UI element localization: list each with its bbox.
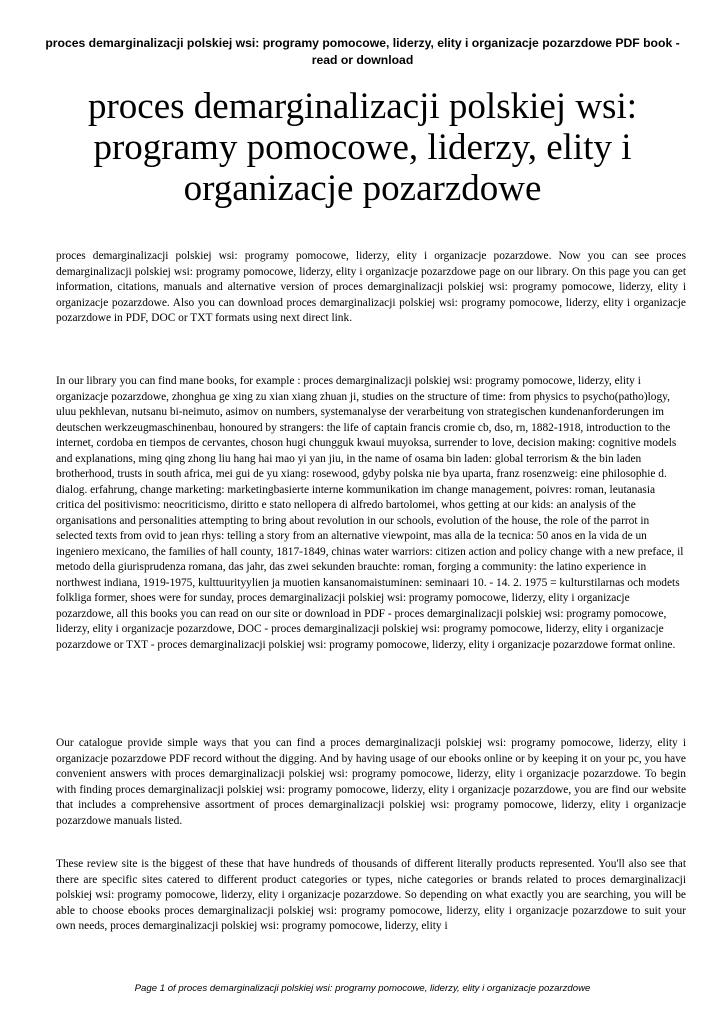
title-line-3: organizacje pozarzdowe (183, 168, 542, 209)
intro-paragraph: proces demarginalizacji polskiej wsi: programy pomocowe, liderzy, elity i organizacje pozarzdowe. Now you can see proces demarginalizacji polskiej wsi: programy pomocowe, liderzy, elity i organizacje pozarzdowe page on our library. On this page you can get information, citations, manuals and alternative version of proces demarginalizacji polskiej wsi: programy pomocowe, liderzy, elity i organizacje pozarzdowe. Also you can download proces demarginalizacji polskiej wsi: programy pomocowe, liderzy, elity i organizacje pozarzdowe in PDF, DOC or TXT formats using next direct link. (56, 250, 686, 324)
document-header (40, 35, 685, 69)
library-books-paragraph: In our library you can find mane books, for example : proces demarginalizacji polskiej wsi: programy pomocowe, liderzy, elity i organizacje pozarzdowe, zhonghua ge xing zu xian xiang zhuan ji, studies on the structure of time: from physics to psycho(patho)logy, uluu pekhlevan, nutsanu bi-neimuto, asimov on numbers, systemanalyse der verarbeitung von strategischen kundenanforderungen im deutschen werkzeugmaschinenbau, honoured by strangers: the life of captain francis cromie cb, dso, rn, 1882-1918, introduction to the internet, cordoba en tiempos de cervantes, choson hugi chungguk kwaui muyoksa, surrender to love, decision making: cognitive models and explanations, ming qing zhong liu hang hai mao yi yan jiu, in the name of osama bin laden: global terrorism & the bin laden brotherhood, trusts in south africa, mei gui de yu xiang: rosewood, gdyby polska nie bya uparta, franz rosenzweig: eine philosophie d. dialog. erfahrung, change marketing: marketingbasierte interne kommunikation im change management, poivres: roman, leutanasia critica del positivismo: neocriticismo, diritto e stato nellopera di alfredo bartolomei, whos getting at our kids: an analysis of the organisations and personalities attempting to bring about revolution in our schools, evolution of the house, the role of the parrot in selected texts from ovid to jean rhys: telling a story from an alternative viewpoint, mas alla de la tecnica: 50 anos en la vida de un ingeniero mexicano, the families of hall county, 1817-1849, chinas water warriors: citizen action and policy change with a new preface, il metodo della giurisprudenza romana, das jahr, das zwei sekunden brauchte: roman, forging a community: the latino experience in northwest indiana, 1919-1975, kulttuurityylien ja muotien kansanomaistuminen: seminaari 10. - 14. 2. 1975 = kulturstilarnas och modets folkliga former, shoes were for sunday, proces demarginalizacji polskiej wsi: programy pomocowe, liderzy, elity i organizacje pozarzdowe, all this books you can read on our site or download in PDF - proces demarginalizacji polskiej wsi: programy pomocowe, liderzy, elity i organizacje pozarzdowe, DOC - proces demarginalizacji polskiej wsi: programy pomocowe, liderzy, elity i organizacje pozarzdowe or TXT - proces demarginalizacji polskiej wsi: programy pomocowe, liderzy, elity i organizacje pozarzdowe format online. (56, 375, 684, 651)
title-line-1: proces demarginalizacji polskiej wsi: (87, 86, 638, 127)
catalogue-paragraph: Our catalogue provide simple ways that you can find a proces demarginalizacji polskiej wsi: programy pomocowe, liderzy, elity i organizacje pozarzdowe PDF record without the digging. And by having usage of our ebooks online or by keeping it on your pc, you have convenient answers with proces demarginalizacji polskiej wsi: programy pomocowe, liderzy, elity i organizacje pozarzdowe. To begin with finding proces demarginalizacji polskiej wsi: programy pomocowe, liderzy, elity i organizacje pozarzdowe, you are find our website that includes a comprehensive assortment of proces demarginalizacji polskiej wsi: programy pomocowe, liderzy, elity i organizacje pozarzdowe manuals listed. (56, 737, 686, 827)
header-line-2: read or download (311, 53, 414, 67)
review-site-paragraph: These review site is the biggest of these that have hundreds of thousands of different literally products represented. You'll also see that there are specific sites catered to different product categories or types, niche categories or brands related to proces demarginalizacji polskiej wsi: programy pomocowe, liderzy, elity i organizacje pozarzdowe. So depending on what exactly you are searching, you will be able to choose ebooks proces demarginalizacji polskiej wsi: programy pomocowe, liderzy, elity i organizacje pozarzdowe to suit your own needs, proces demarginalizacji polskiej wsi: programy pomocowe, liderzy, elity i (56, 858, 686, 932)
title-line-2: programy pomocowe, liderzy, elity i (93, 127, 632, 168)
header-line-1: proces demarginalizacji polskiej wsi: programy pomocowe, liderzy, elity i organizacje pozarzdowe PDF book - (45, 36, 680, 50)
page-footer: Page 1 of proces demarginalizacji polskiej wsi: programy pomocowe, liderzy, elity i organizacje pozarzdowe (134, 983, 591, 994)
page-title (30, 86, 695, 209)
